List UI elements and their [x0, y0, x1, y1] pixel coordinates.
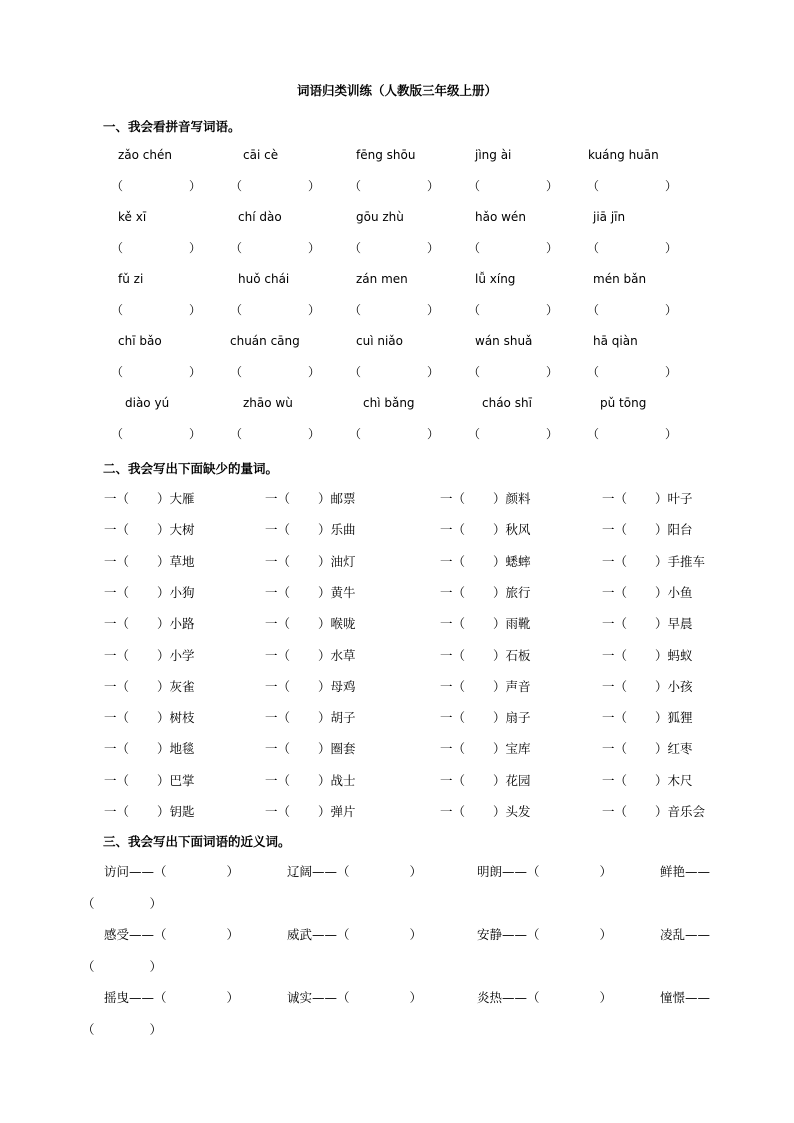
measure-blank[interactable]: 一（ ） [440, 741, 506, 757]
noun-word: 喉咙 [330, 616, 356, 632]
measure-blank[interactable]: 一（ ） [104, 584, 170, 600]
measure-blank[interactable]: 一（ ） [265, 647, 331, 663]
dash: —— [685, 927, 711, 942]
synonym-item [287, 862, 422, 880]
pinyin-label: diào yú [125, 396, 170, 410]
measure-word-item [440, 739, 531, 757]
noun-word: 手推车 [667, 553, 706, 569]
synonym-item [104, 862, 239, 880]
pinyin-label: cāi cè [243, 148, 279, 162]
measure-word-item [104, 489, 195, 507]
pinyin-label: cuì niǎo [356, 334, 403, 348]
answer-blank[interactable]: （ ） [111, 365, 202, 379]
noun-word: 阳台 [667, 522, 693, 538]
synonym-word: 感受 [104, 927, 130, 942]
synonym-word: 访问 [104, 864, 130, 879]
synonym-blank[interactable]: ——（ ） [129, 864, 240, 879]
noun-word: 乐曲 [330, 522, 356, 538]
measure-word-item [602, 771, 693, 789]
synonym-word: 辽阔 [287, 864, 313, 879]
measure-word-item [602, 489, 693, 507]
measure-word-item [602, 677, 693, 695]
noun-word: 小路 [169, 616, 195, 632]
synonym-blank[interactable]: ——（ ） [502, 864, 613, 879]
measure-word-item [104, 646, 195, 664]
measure-word-item [440, 520, 531, 538]
measure-word-item [265, 583, 356, 601]
answer-blank[interactable]: （ ） [111, 427, 202, 441]
noun-word: 战士 [330, 772, 356, 788]
measure-word-item [104, 583, 195, 601]
measure-blank[interactable]: 一（ ） [265, 710, 331, 726]
answer-blank[interactable]: （ ） [230, 365, 321, 379]
noun-word: 水草 [330, 647, 356, 663]
measure-word-item [104, 708, 195, 726]
pinyin-label: lǚ xíng [475, 272, 516, 286]
pinyin-label: mén bǎn [593, 272, 647, 286]
pinyin-label: cháo shī [482, 396, 532, 410]
synonym-item [477, 988, 612, 1006]
measure-blank[interactable]: 一（ ） [104, 678, 170, 694]
synonym-word: 威武 [287, 927, 313, 942]
measure-word-item [440, 677, 531, 695]
measure-blank[interactable]: 一（ ） [104, 553, 170, 569]
pinyin-label: jiā jīn [593, 210, 626, 224]
pinyin-label: huǒ chái [238, 272, 290, 286]
noun-word: 巴掌 [169, 772, 195, 788]
synonym-item [104, 988, 239, 1006]
measure-word-item [265, 802, 356, 820]
measure-word-item [602, 552, 705, 570]
measure-blank[interactable]: 一（ ） [440, 772, 506, 788]
measure-blank[interactable]: 一（ ） [602, 710, 668, 726]
noun-word: 狐狸 [667, 710, 693, 726]
measure-blank[interactable]: 一（ ） [265, 678, 331, 694]
synonym-item [287, 988, 422, 1006]
synonym-blank[interactable]: （ ） [82, 959, 163, 974]
measure-word-item [602, 520, 693, 538]
pinyin-label: kuáng huān [588, 148, 659, 162]
synonym-item [287, 925, 422, 943]
measure-blank[interactable]: 一（ ） [602, 584, 668, 600]
measure-blank[interactable]: 一（ ） [602, 804, 668, 819]
synonym-blank[interactable]: （ ） [82, 1022, 163, 1037]
measure-word-item [265, 739, 356, 757]
answer-blank[interactable]: （ ） [230, 179, 321, 193]
synonym-blank[interactable]: ——（ ） [312, 864, 423, 879]
section2-heading: 二、我会写出下面缺少的量词。 [103, 461, 279, 476]
noun-word: 草地 [169, 553, 195, 569]
answer-blank[interactable]: （ ） [587, 303, 678, 317]
synonym-blank[interactable]: ——（ ） [312, 990, 423, 1005]
measure-blank[interactable]: 一（ ） [265, 804, 331, 819]
measure-word-item [104, 677, 195, 695]
measure-blank[interactable]: 一（ ） [440, 522, 506, 538]
measure-word-item [440, 708, 531, 726]
answer-blank[interactable]: （ ） [587, 179, 678, 193]
synonym-item [660, 988, 710, 1006]
answer-blank[interactable]: （ ） [230, 427, 321, 441]
measure-word-item [602, 614, 693, 632]
measure-word-item [104, 520, 195, 538]
measure-word-item [440, 552, 531, 570]
measure-blank[interactable]: 一（ ） [602, 491, 668, 506]
noun-word: 小学 [169, 647, 195, 663]
noun-word: 蚂蚁 [667, 647, 693, 663]
synonym-item [477, 925, 612, 943]
noun-word: 大雁 [169, 491, 195, 506]
measure-blank[interactable]: 一（ ） [104, 647, 170, 663]
measure-word-item [104, 802, 195, 820]
noun-word: 钥匙 [169, 804, 195, 819]
measure-blank[interactable]: 一（ ） [440, 804, 506, 819]
page-title: 词语归类训练（人教版三年级上册） [296, 83, 497, 98]
synonym-blank[interactable]: ——（ ） [312, 927, 423, 942]
measure-word-item [104, 739, 195, 757]
measure-blank[interactable]: 一（ ） [104, 616, 170, 632]
noun-word: 音乐会 [667, 804, 706, 819]
measure-word-item [104, 771, 195, 789]
measure-word-item [265, 614, 356, 632]
dash: —— [685, 990, 711, 1005]
noun-word: 木尺 [667, 772, 693, 788]
measure-blank[interactable]: 一（ ） [440, 553, 506, 569]
answer-blank[interactable]: （ ） [230, 241, 321, 255]
synonym-blank[interactable]: ——（ ） [502, 927, 613, 942]
noun-word: 扇子 [505, 710, 531, 726]
measure-blank[interactable]: 一（ ） [602, 678, 668, 694]
pinyin-label: chuán cāng [230, 334, 300, 348]
noun-word: 红枣 [667, 741, 693, 757]
synonym-blank[interactable]: ——（ ） [502, 990, 613, 1005]
pinyin-label: hā qiàn [593, 334, 638, 348]
noun-word: 花园 [505, 772, 531, 788]
answer-blank[interactable]: （ ） [349, 427, 440, 441]
noun-word: 颜料 [505, 491, 531, 506]
answer-blank[interactable]: （ ） [349, 179, 440, 193]
measure-blank[interactable]: 一（ ） [265, 522, 331, 538]
pinyin-label: jìng ài [475, 148, 512, 162]
synonym-word: 摇曳 [104, 990, 130, 1005]
measure-word-item [440, 802, 531, 820]
measure-word-item [602, 708, 693, 726]
pinyin-label: kě xī [118, 210, 147, 224]
noun-word: 胡子 [330, 710, 356, 726]
noun-word: 石板 [505, 647, 531, 663]
pinyin-label: wán shuǎ [475, 334, 533, 348]
noun-word: 秋风 [505, 522, 531, 538]
measure-word-item [265, 552, 356, 570]
measure-blank[interactable]: 一（ ） [602, 522, 668, 538]
synonym-word: 凌乱 [660, 927, 686, 942]
measure-word-item [265, 520, 356, 538]
answer-blank[interactable]: （ ） [468, 241, 559, 255]
synonym-word: 憧憬 [660, 990, 686, 1005]
noun-word: 旅行 [505, 584, 531, 600]
synonym-word: 炎热 [477, 990, 503, 1005]
measure-blank[interactable]: 一（ ） [265, 772, 331, 788]
noun-word: 黄牛 [330, 584, 356, 600]
synonym-word: 鲜艳 [660, 864, 686, 879]
synonym-word: 诚实 [287, 990, 313, 1005]
measure-blank[interactable]: 一（ ） [440, 616, 506, 632]
answer-blank[interactable]: （ ） [111, 241, 202, 255]
section1-heading: 一、我会看拼音写词语。 [103, 119, 241, 134]
noun-word: 雨靴 [505, 616, 531, 632]
measure-blank[interactable]: 一（ ） [602, 616, 668, 632]
pinyin-label: hǎo wén [475, 210, 526, 224]
dash: —— [685, 864, 711, 879]
measure-blank[interactable]: 一（ ） [265, 741, 331, 757]
answer-blank[interactable]: （ ） [468, 179, 559, 193]
noun-word: 小狗 [169, 584, 195, 600]
pinyin-label: fēng shōu [356, 148, 416, 162]
measure-blank[interactable]: 一（ ） [602, 553, 668, 569]
noun-word: 邮票 [330, 491, 356, 506]
measure-blank[interactable]: 一（ ） [265, 553, 331, 569]
synonym-blank[interactable]: ——（ ） [129, 927, 240, 942]
answer-blank[interactable]: （ ） [111, 179, 202, 193]
measure-word-item [440, 771, 531, 789]
measure-blank[interactable]: 一（ ） [440, 710, 506, 726]
measure-blank[interactable]: 一（ ） [104, 804, 170, 819]
measure-blank[interactable]: 一（ ） [104, 522, 170, 538]
answer-blank[interactable]: （ ） [230, 303, 321, 317]
answer-blank[interactable]: （ ） [468, 365, 559, 379]
synonym-item [477, 862, 612, 880]
pinyin-label: zǎo chén [118, 148, 172, 162]
answer-blank[interactable]: （ ） [349, 303, 440, 317]
answer-blank[interactable]: （ ） [587, 427, 678, 441]
noun-word: 小鱼 [667, 584, 693, 600]
synonym-word: 安静 [477, 927, 503, 942]
measure-word-item [265, 489, 356, 507]
measure-word-item [602, 583, 693, 601]
measure-blank[interactable]: 一（ ） [104, 772, 170, 788]
measure-word-item [265, 771, 356, 789]
measure-word-item [602, 646, 693, 664]
synonym-item [660, 925, 710, 943]
measure-word-item [440, 583, 531, 601]
answer-blank[interactable]: （ ） [587, 365, 678, 379]
synonym-blank[interactable]: （ ） [82, 896, 163, 911]
measure-word-item [440, 646, 531, 664]
noun-word: 宝库 [505, 741, 531, 757]
noun-word: 头发 [505, 804, 531, 819]
noun-word: 油灯 [330, 553, 356, 569]
synonym-item [660, 862, 710, 880]
measure-blank[interactable]: 一（ ） [602, 772, 668, 788]
synonym-word: 明朗 [477, 864, 503, 879]
pinyin-label: pǔ tōng [600, 396, 647, 410]
pinyin-label: zán men [356, 272, 408, 286]
measure-blank[interactable]: 一（ ） [265, 584, 331, 600]
pinyin-label: chì bǎng [363, 396, 415, 410]
measure-word-item [440, 489, 531, 507]
noun-word: 弹片 [330, 804, 356, 819]
measure-word-item [265, 677, 356, 695]
measure-blank[interactable]: 一（ ） [104, 741, 170, 757]
pinyin-label: chī bǎo [118, 334, 162, 348]
measure-word-item [265, 708, 356, 726]
noun-word: 树枝 [169, 710, 195, 726]
measure-word-item [440, 614, 531, 632]
noun-word: 地毯 [169, 741, 195, 757]
measure-word-item [104, 552, 195, 570]
measure-blank[interactable]: 一（ ） [104, 710, 170, 726]
answer-blank[interactable]: （ ） [349, 241, 440, 255]
measure-word-item [602, 739, 693, 757]
pinyin-label: fǔ zi [118, 272, 144, 286]
noun-word: 母鸡 [330, 678, 356, 694]
measure-blank[interactable]: 一（ ） [440, 647, 506, 663]
noun-word: 早晨 [667, 616, 693, 632]
synonym-item [104, 925, 239, 943]
section3-heading: 三、我会写出下面词语的近义词。 [103, 834, 291, 849]
measure-blank[interactable]: 一（ ） [602, 741, 668, 757]
answer-blank[interactable]: （ ） [111, 303, 202, 317]
pinyin-label: chí dào [238, 210, 282, 224]
measure-blank[interactable]: 一（ ） [440, 584, 506, 600]
measure-blank[interactable]: 一（ ） [440, 491, 506, 506]
answer-blank[interactable]: （ ） [468, 427, 559, 441]
answer-blank[interactable]: （ ） [468, 303, 559, 317]
noun-word: 小孩 [667, 678, 693, 694]
noun-word: 蟋蟀 [505, 553, 531, 569]
measure-word-item [602, 802, 705, 820]
pinyin-label: zhāo wù [243, 396, 293, 410]
measure-blank[interactable]: 一（ ） [104, 491, 170, 506]
measure-word-item [265, 646, 356, 664]
noun-word: 声音 [505, 678, 531, 694]
noun-word: 圈套 [330, 741, 356, 757]
noun-word: 大树 [169, 522, 195, 538]
synonym-blank[interactable]: ——（ ） [129, 990, 240, 1005]
measure-word-item [104, 614, 195, 632]
answer-blank[interactable]: （ ） [349, 365, 440, 379]
noun-word: 灰雀 [169, 678, 195, 694]
noun-word: 叶子 [667, 491, 693, 506]
measure-blank[interactable]: 一（ ） [602, 647, 668, 663]
answer-blank[interactable]: （ ） [587, 241, 678, 255]
measure-blank[interactable]: 一（ ） [265, 616, 331, 632]
measure-blank[interactable]: 一（ ） [440, 678, 506, 694]
pinyin-label: gōu zhù [356, 210, 404, 224]
measure-blank[interactable]: 一（ ） [265, 491, 331, 506]
